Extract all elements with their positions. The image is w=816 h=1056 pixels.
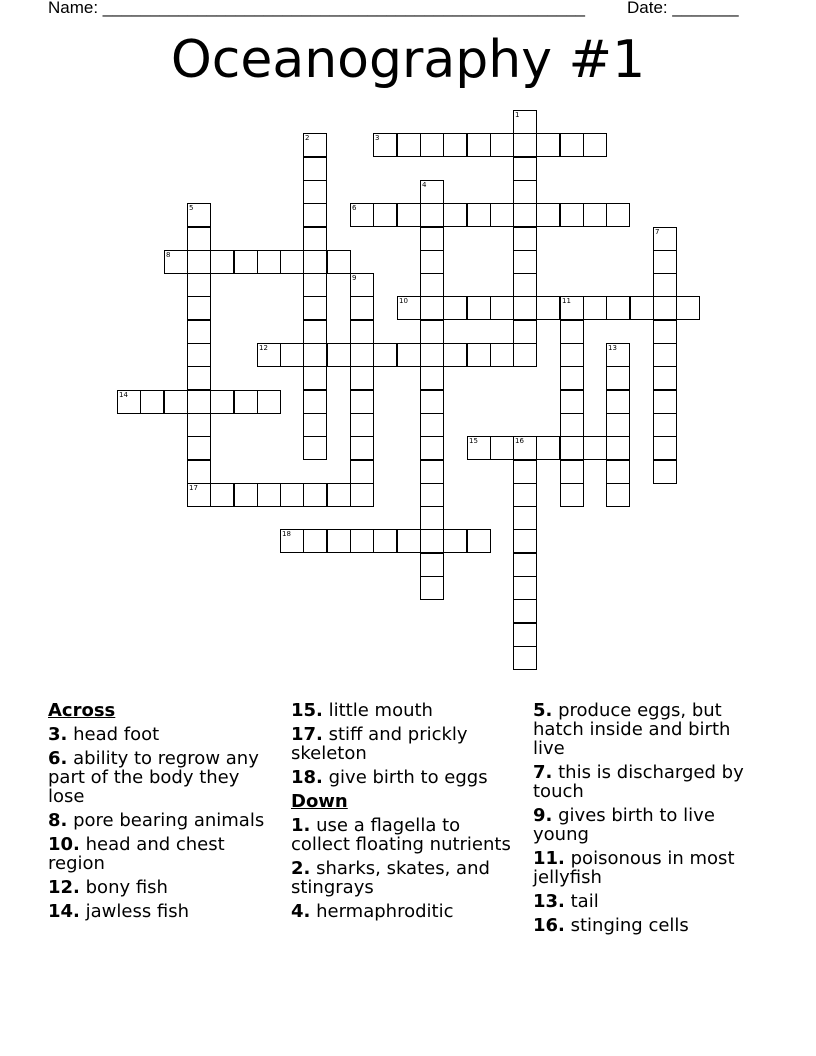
grid-cell[interactable] [467,133,491,157]
grid-cell[interactable] [467,296,491,320]
grid-cell[interactable] [350,413,374,437]
grid-cell[interactable] [443,203,467,227]
grid-cell[interactable] [560,436,584,460]
grid-cell[interactable] [187,296,211,320]
grid-cell[interactable] [536,296,560,320]
page-title: Oceanography #1 [170,30,646,90]
grid-cell[interactable] [257,343,281,367]
grid-cell[interactable] [373,133,397,157]
grid-cell[interactable] [560,133,584,157]
grid-cell[interactable] [560,343,584,367]
grid-cell[interactable] [513,623,537,647]
grid-cell[interactable] [303,133,327,157]
grid-cell[interactable] [443,529,467,553]
grid-cell[interactable] [303,436,327,460]
grid-cell[interactable] [303,529,327,553]
grid-cell[interactable] [420,460,444,484]
grid-cell[interactable] [420,506,444,530]
grid-cell[interactable] [303,203,327,227]
grid-cell[interactable] [467,436,491,460]
grid-cell[interactable] [560,390,584,414]
grid-cell[interactable] [536,203,560,227]
grid-cell[interactable] [490,296,514,320]
clue-number: 1 [515,111,520,119]
grid-cell[interactable] [373,529,397,553]
grid-cell[interactable] [280,343,304,367]
grid-cell[interactable] [606,413,630,437]
clue-number: 14 [119,391,128,399]
grid-cell[interactable] [303,227,327,251]
clue-across-12: 12. bony fish [48,877,168,898]
grid-cell[interactable] [653,343,677,367]
clue-number: 3 [375,134,380,142]
grid-cell[interactable] [513,110,537,134]
grid-cell[interactable] [350,296,374,320]
grid-cell[interactable] [350,320,374,344]
grid-cell[interactable] [187,250,211,274]
grid-cell[interactable] [350,483,374,507]
down-heading: Down [291,791,348,812]
grid-cell[interactable] [653,460,677,484]
grid-cell[interactable] [420,436,444,460]
grid-cell[interactable] [187,320,211,344]
grid-cell[interactable] [490,133,514,157]
grid-cell[interactable] [420,320,444,344]
grid-cell[interactable] [350,460,374,484]
grid-cell[interactable] [490,343,514,367]
clue-number: 2 [305,134,310,142]
clue-down-5: 5. produce eggs, but hatch inside and birth live [533,700,731,759]
clue-down-2: 2. sharks, skates, and stingrays [291,858,490,898]
grid-cell[interactable] [234,483,258,507]
clue-number: 15 [469,437,478,445]
grid-cell[interactable] [280,529,304,553]
clue-number: 10 [399,297,408,305]
grid-cell[interactable] [583,296,607,320]
grid-cell[interactable] [187,390,211,414]
grid-cell[interactable] [560,460,584,484]
grid-cell[interactable] [513,273,537,297]
grid-cell[interactable] [606,436,630,460]
grid-cell[interactable] [397,203,421,227]
grid-cell[interactable] [467,343,491,367]
grid-cell[interactable] [420,390,444,414]
grid-cell[interactable] [653,436,677,460]
grid-cell[interactable] [513,296,537,320]
grid-cell[interactable] [397,296,421,320]
clue-number: 16 [515,437,524,445]
grid-cell[interactable] [420,180,444,204]
grid-cell[interactable] [583,436,607,460]
grid-cell[interactable] [303,343,327,367]
grid-cell[interactable] [420,343,444,367]
grid-cell[interactable] [560,413,584,437]
clue-number: 4 [422,181,427,189]
grid-cell[interactable] [280,483,304,507]
grid-cell[interactable] [187,436,211,460]
grid-cell[interactable] [303,483,327,507]
grid-cell[interactable] [164,390,188,414]
grid-cell[interactable] [606,460,630,484]
grid-cell[interactable] [513,553,537,577]
grid-cell[interactable] [513,599,537,623]
grid-cell[interactable] [653,390,677,414]
grid-cell[interactable] [653,320,677,344]
grid-cell[interactable] [350,390,374,414]
grid-cell[interactable] [420,553,444,577]
grid-cell[interactable] [490,436,514,460]
grid-cell[interactable] [653,296,677,320]
grid-cell[interactable] [234,390,258,414]
grid-cell[interactable] [187,483,211,507]
grid-cell[interactable] [350,436,374,460]
grid-cell[interactable] [327,343,351,367]
clue-down-9: 9. gives birth to live young [533,805,715,845]
grid-cell[interactable] [560,366,584,390]
clue-number: 6 [352,204,357,212]
grid-cell[interactable] [653,413,677,437]
clues-column-2 [291,701,523,926]
grid-cell[interactable] [653,273,677,297]
grid-cell[interactable] [117,390,141,414]
grid-cell[interactable] [350,529,374,553]
grid-cell[interactable] [513,576,537,600]
grid-cell[interactable] [606,366,630,390]
grid-cell[interactable] [420,273,444,297]
clue-down-4: 4. hermaphroditic [291,901,454,922]
clue-down-7: 7. this is discharged by touch [533,762,744,802]
grid-cell[interactable] [560,483,584,507]
grid-cell[interactable] [303,273,327,297]
grid-cell[interactable] [513,460,537,484]
grid-cell[interactable] [187,343,211,367]
clue-number: 12 [259,344,268,352]
grid-cell[interactable] [303,320,327,344]
grid-cell[interactable] [187,366,211,390]
grid-cell[interactable] [350,343,374,367]
grid-cell[interactable] [303,296,327,320]
grid-cell[interactable] [513,646,537,670]
grid-cell[interactable] [350,273,374,297]
grid-cell[interactable] [653,366,677,390]
grid-cell[interactable] [420,483,444,507]
grid-cell[interactable] [513,157,537,181]
grid-cell[interactable] [187,273,211,297]
clue-number: 8 [166,251,171,259]
clue-across-17: 17. stiff and prickly skeleton [291,724,468,764]
clue-across-8: 8. pore bearing animals [48,810,265,831]
grid-cell[interactable] [373,203,397,227]
grid-cell[interactable] [513,250,537,274]
grid-cell[interactable] [630,296,654,320]
grid-cell[interactable] [327,250,351,274]
clue-number: 11 [562,297,571,305]
grid-cell[interactable] [513,133,537,157]
grid-cell[interactable] [210,483,234,507]
clue-number: 18 [282,530,291,538]
grid-cell[interactable] [327,483,351,507]
grid-cell[interactable] [350,203,374,227]
clue-number: 7 [655,228,660,236]
grid-cell[interactable] [420,529,444,553]
grid-cell[interactable] [513,506,537,530]
grid-cell[interactable] [327,529,351,553]
grid-cell[interactable] [280,250,304,274]
grid-cell[interactable] [560,320,584,344]
clues-column-3 [533,701,765,940]
clues-column-1 [48,701,280,926]
grid-cell[interactable] [420,203,444,227]
grid-cell[interactable] [513,320,537,344]
grid-cell[interactable] [303,413,327,437]
grid-cell[interactable] [420,413,444,437]
grid-cell[interactable] [420,296,444,320]
grid-cell[interactable] [606,390,630,414]
grid-cell[interactable] [210,390,234,414]
grid-cell[interactable] [583,133,607,157]
grid-cell[interactable] [420,250,444,274]
clue-across-15: 15. little mouth [291,700,433,721]
clue-down-11: 11. poisonous in most jellyfish [533,848,735,888]
date-field-label: Date: _______ [627,0,739,17]
grid-cell[interactable] [606,343,630,367]
grid-cell[interactable] [350,366,374,390]
clue-across-6: 6. ability to regrow any part of the body they lose [48,748,259,807]
grid-cell[interactable] [164,250,188,274]
grid-cell[interactable] [606,483,630,507]
grid-cell[interactable] [653,250,677,274]
grid-cell[interactable] [303,250,327,274]
grid-cell[interactable] [513,203,537,227]
grid-cell[interactable] [513,180,537,204]
grid-cell[interactable] [420,366,444,390]
grid-cell[interactable] [443,343,467,367]
grid-cell[interactable] [187,413,211,437]
across-heading: Across [48,700,116,721]
grid-cell[interactable] [257,390,281,414]
grid-cell[interactable] [303,390,327,414]
clue-number: 17 [189,484,198,492]
name-field-label: Name: ___________________________________________________ [48,0,585,17]
grid-cell[interactable] [140,390,164,414]
grid-cell[interactable] [420,227,444,251]
grid-cell[interactable] [303,157,327,181]
clue-across-18: 18. give birth to eggs [291,767,488,788]
clue-down-13: 13. tail [533,891,599,912]
grid-cell[interactable] [513,436,537,460]
clue-across-3: 3. head foot [48,724,160,745]
grid-cell[interactable] [420,576,444,600]
grid-cell[interactable] [397,529,421,553]
clue-across-10: 10. head and chest region [48,834,225,874]
grid-cell[interactable] [606,203,630,227]
grid-cell[interactable] [536,133,560,157]
grid-cell[interactable] [536,436,560,460]
grid-cell[interactable] [490,203,514,227]
grid-cell[interactable] [443,133,467,157]
grid-cell[interactable] [257,250,281,274]
grid-cell[interactable] [583,203,607,227]
grid-cell[interactable] [187,227,211,251]
clue-number: 5 [189,204,194,212]
grid-cell[interactable] [467,203,491,227]
grid-cell[interactable] [187,203,211,227]
grid-cell[interactable] [420,133,444,157]
grid-cell[interactable] [397,133,421,157]
clue-down-1: 1. use a flagella to collect floating nutrients [291,815,511,855]
grid-cell[interactable] [373,343,397,367]
grid-cell[interactable] [653,227,677,251]
grid-cell[interactable] [606,296,630,320]
clue-down-16: 16. stinging cells [533,915,689,936]
clue-across-14: 14. jawless fish [48,901,190,922]
grid-cell[interactable] [234,250,258,274]
grid-cell[interactable] [513,343,537,367]
grid-cell[interactable] [560,203,584,227]
grid-cell[interactable] [210,250,234,274]
grid-cell[interactable] [513,483,537,507]
clue-number: 13 [608,344,617,352]
grid-cell[interactable] [513,529,537,553]
clue-number: 9 [352,274,357,282]
grid-cell[interactable] [187,460,211,484]
grid-cell[interactable] [443,296,467,320]
grid-cell[interactable] [676,296,700,320]
grid-cell[interactable] [397,343,421,367]
grid-cell[interactable] [257,483,281,507]
grid-cell[interactable] [303,366,327,390]
grid-cell[interactable] [303,180,327,204]
grid-cell[interactable] [560,296,584,320]
grid-cell[interactable] [467,529,491,553]
grid-cell[interactable] [513,227,537,251]
